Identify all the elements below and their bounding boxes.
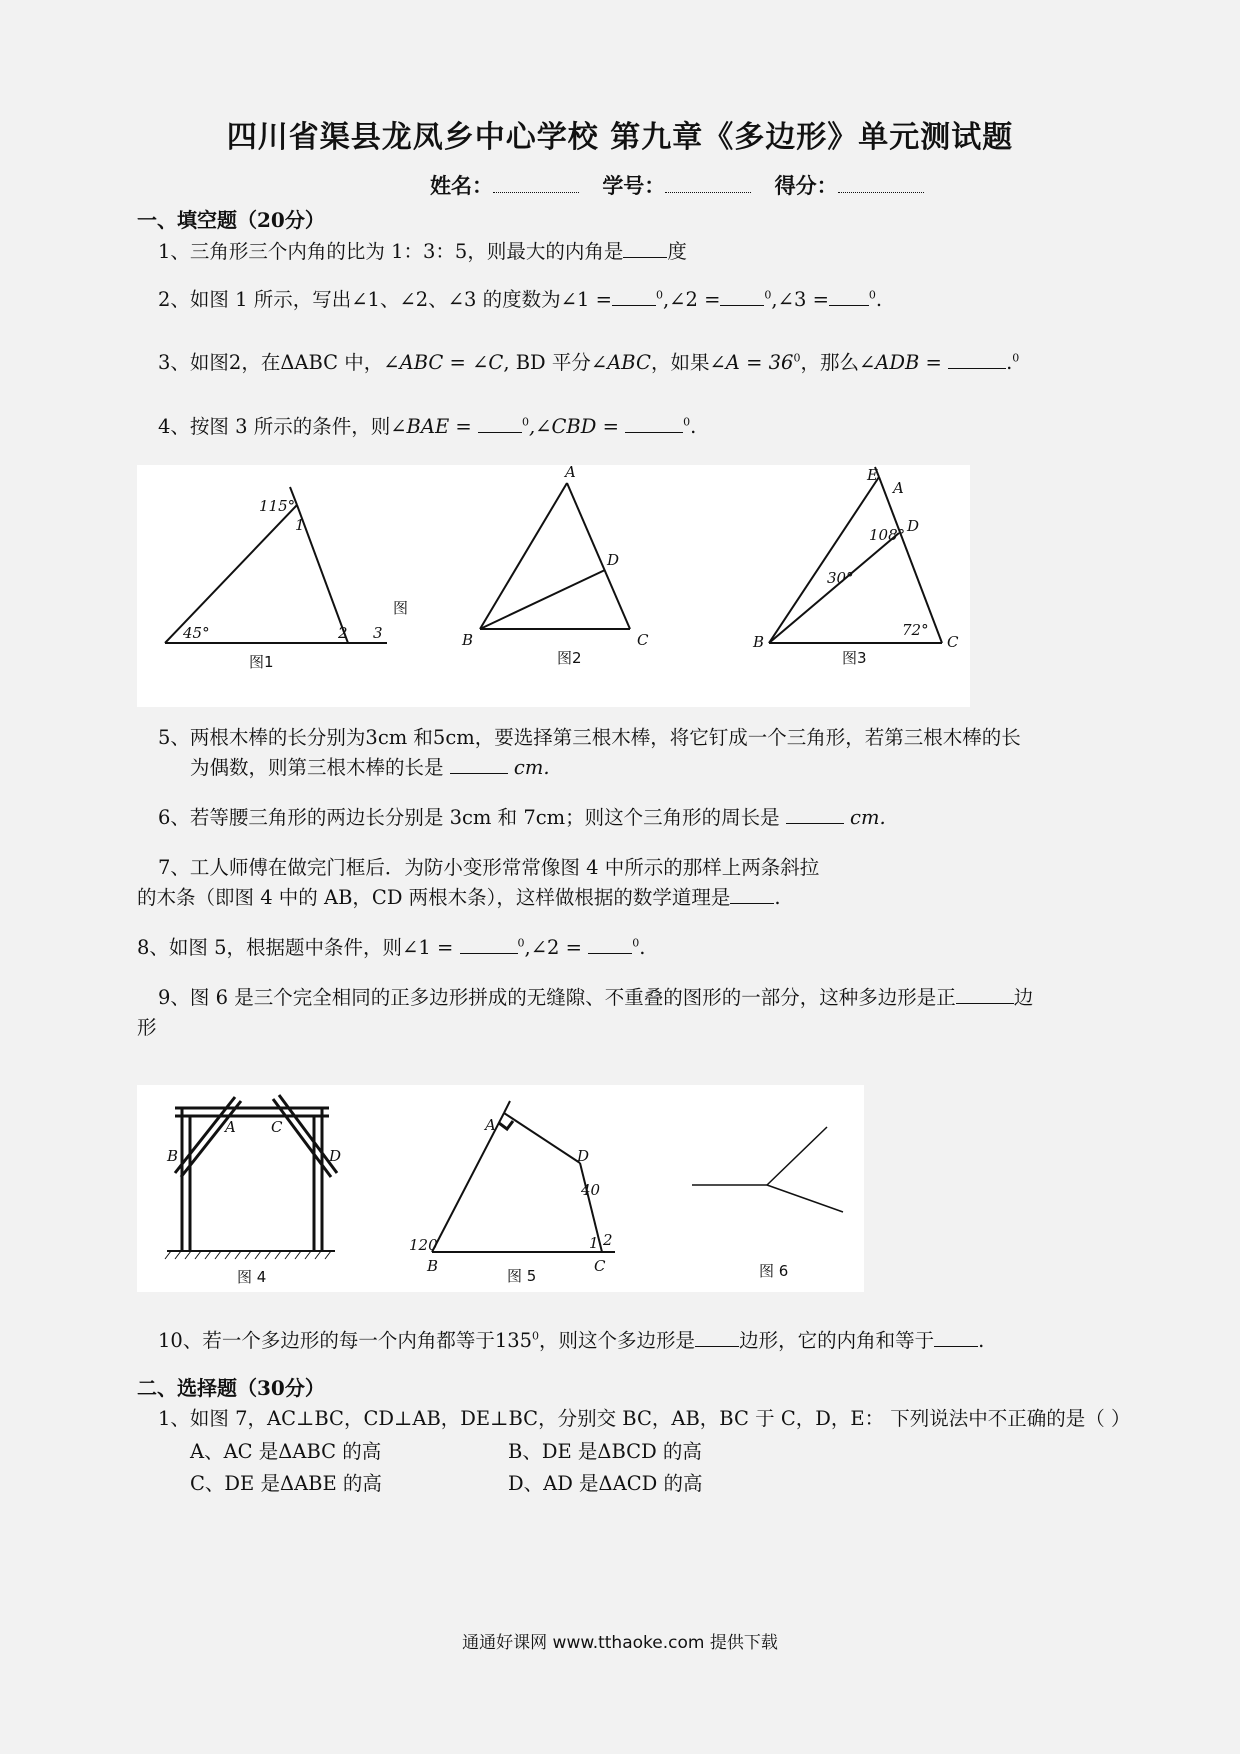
score-blank[interactable] <box>838 192 924 193</box>
student-info <box>430 170 940 200</box>
question-8: 8、如图 5，根据题中条件，则∠1 = $^0$,∠2 = $^0$. <box>137 936 646 959</box>
svg-text:115°: 115° <box>259 497 296 515</box>
id-blank[interactable] <box>665 192 751 193</box>
name-blank[interactable] <box>493 192 579 193</box>
figure-4 <box>165 1095 341 1286</box>
answer-blank[interactable] <box>695 1328 739 1347</box>
svg-text:40: 40 <box>581 1181 601 1199</box>
answer-blank[interactable] <box>612 287 656 306</box>
svg-text:3: 3 <box>373 624 383 642</box>
svg-text:2: 2 <box>603 1231 613 1249</box>
figure-5 <box>409 1101 615 1285</box>
svg-text:108°: 108° <box>869 526 906 544</box>
svg-text:C: C <box>271 1118 283 1136</box>
id-label: 学号： <box>602 173 666 198</box>
answer-blank[interactable] <box>588 935 632 954</box>
question-10: 10、若一个多边形的每一个内角都等于$135^0$，则这个多边形是 边形，它的内角和等于 . <box>158 1329 985 1352</box>
svg-text:图 4: 图 4 <box>237 1268 267 1286</box>
svg-text:A: A <box>485 1116 496 1134</box>
answer-blank[interactable] <box>450 755 508 774</box>
question-4: 4、按图 3 所示的条件，则∠BAE = $^0$,∠CBD = $^0$. <box>158 415 697 438</box>
question-1: 1、三角形三个内角的比为 1：3：5，则最大的内角是 度 <box>158 240 687 263</box>
svg-text:A: A <box>893 479 904 497</box>
svg-text:30°: 30° <box>827 569 854 587</box>
svg-text:图 6: 图 6 <box>759 1262 789 1280</box>
svg-text:A: A <box>225 1118 236 1136</box>
svg-text:2: 2 <box>338 624 348 642</box>
svg-text:图1: 图1 <box>249 653 274 671</box>
figure-2 <box>461 465 649 667</box>
section1-heading: 一、填空题（20分） <box>137 208 325 232</box>
svg-text:D: D <box>329 1147 342 1165</box>
answer-blank[interactable] <box>623 239 667 258</box>
option-d[interactable]: D、AD 是ΔACD 的高 <box>508 1472 703 1495</box>
footer-text: 通通好课网 www.tthaoke.com 提供下载 <box>462 1633 778 1653</box>
question-6: 6、若等腰三角形的两边长分别是 3cm 和 7cm；则这个三角形的周长是 cm. <box>158 806 886 829</box>
figure-row-1 <box>137 465 970 707</box>
answer-blank[interactable] <box>956 985 1014 1004</box>
svg-text:C: C <box>637 631 649 649</box>
option-c[interactable]: C、DE 是ΔABE 的高 <box>190 1472 382 1495</box>
svg-text:B: B <box>427 1257 439 1275</box>
svg-text:A: A <box>565 465 576 481</box>
page-title: 四川省渠县龙凤乡中心学校 第九章《多边形》单元测试题 <box>226 120 1014 155</box>
svg-text:120: 120 <box>409 1236 438 1254</box>
question-5-cont: 为偶数，则第三根木棒的长是 cm. <box>190 756 550 779</box>
answer-blank[interactable] <box>948 350 1006 369</box>
answer-blank[interactable] <box>460 935 518 954</box>
answer-blank[interactable] <box>829 287 869 306</box>
svg-text:1: 1 <box>295 516 305 534</box>
svg-text:C: C <box>947 633 959 651</box>
answer-blank[interactable] <box>730 885 774 904</box>
svg-text:45°: 45° <box>183 624 210 642</box>
section2-heading: 二、选择题（30分） <box>137 1376 325 1400</box>
question-3: 3、如图2，在ΔABC 中，∠ABC = ∠C, BD 平分∠ABC，如果∠A = $36^0$，那么∠ADB = .$^0$ <box>158 351 1020 374</box>
answer-blank[interactable] <box>720 287 764 306</box>
figure-1 <box>165 487 408 671</box>
question-7-cont: 的木条（即图 4 中的 AB，CD 两根木条），这样做根据的数学道理是 . <box>137 886 781 909</box>
question-9: 9、图 6 是三个完全相同的正多边形拼成的无缝隙、不重叠的图形的一部分，这种多边形是正 边 <box>158 986 1034 1009</box>
score-label: 得分： <box>774 173 838 198</box>
svg-text:D: D <box>577 1147 590 1165</box>
answer-blank[interactable] <box>478 414 522 433</box>
answer-blank[interactable] <box>786 805 844 824</box>
name-label: 姓名： <box>430 173 493 198</box>
answer-blank[interactable] <box>625 414 683 433</box>
svg-text:B: B <box>753 633 765 651</box>
svg-text:图 5: 图 5 <box>507 1267 537 1285</box>
svg-text:图2: 图2 <box>557 649 582 667</box>
figure-3 <box>752 466 959 667</box>
figure-row-2 <box>137 1085 864 1292</box>
question-5: 5、两根木棒的长分别为3cm 和5cm，要选择第三根木棒，将它钉成一个三角形，若第三根木棒的长 <box>158 726 1021 749</box>
svg-text:图3: 图3 <box>842 649 867 667</box>
svg-text:B: B <box>167 1147 179 1165</box>
option-a[interactable]: A、AC 是ΔABC 的高 <box>190 1440 382 1463</box>
question-2: 2、如图 1 所示，写出∠1、∠2、∠3 的度数为∠1 = $^0$,∠2 = $^0$,∠3 = $^0$. <box>158 288 883 311</box>
option-b[interactable]: B、DE 是ΔBCD 的高 <box>508 1440 702 1463</box>
figure-6 <box>692 1127 843 1280</box>
question-7: 7、工人师傅在做完门框后．为防小变形常常像图 4 中所示的那样上两条斜拉 <box>158 856 820 879</box>
question-9-cont: 形 <box>137 1016 157 1039</box>
svg-text:图: 图 <box>393 599 409 617</box>
answer-blank[interactable] <box>934 1328 978 1347</box>
svg-text:72°: 72° <box>902 621 929 639</box>
svg-text:D: D <box>607 551 620 569</box>
svg-text:D: D <box>907 517 920 535</box>
svg-text:1: 1 <box>589 1234 599 1252</box>
svg-text:B: B <box>462 631 474 649</box>
svg-text:E: E <box>867 466 878 484</box>
svg-text:C: C <box>594 1257 606 1275</box>
choice-question-1: 1、如图 7，AC⊥BC，CD⊥AB，DE⊥BC，分别交 BC，AB，BC 于 C，D，E： 下列说法中不正确的是（ ） <box>158 1407 1131 1430</box>
